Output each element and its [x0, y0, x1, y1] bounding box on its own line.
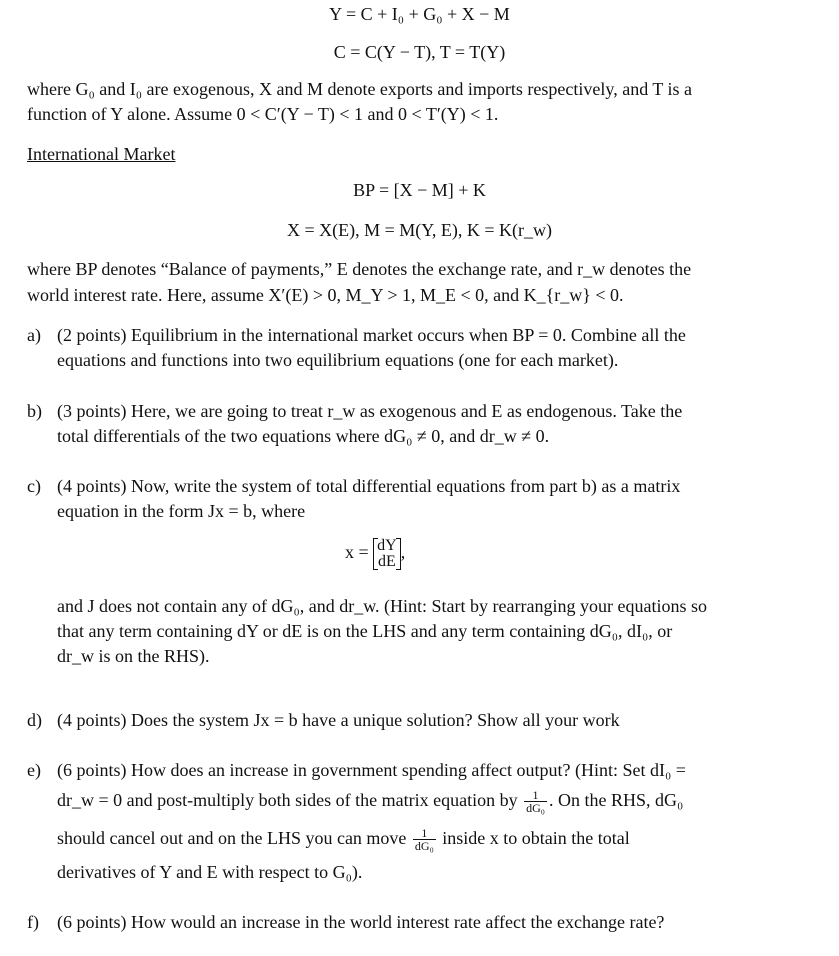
question-e-label: e)	[27, 760, 41, 780]
question-d-label: d)	[27, 710, 42, 730]
fraction-one-over-dG0-inline: $\frac{1}{\text{dG₀}}$	[414, 826, 434, 854]
goods-description-line-2: function of Y alone. Assume 0 < C′(Y − T) < 1 and 0 < T′(Y) < 1.	[27, 104, 499, 124]
question-c-line-5: dr_w is on the RHS).	[57, 646, 210, 666]
international-description-line-1: where BP denotes “Balance of payments,” E denotes the exchange rate, and r_w denotes the	[27, 259, 692, 279]
question-c-line-3: and J does not contain any of dG₀, and dr_w. (Hint: Start by rearranging your equations so	[57, 596, 707, 616]
question-e-line-2-end: . On the RHS, dG₀	[548, 790, 684, 810]
question-e-line-2	[57, 788, 683, 814]
international-description-line-2: world interest rate. Here, assume X′(E) > 0, M_Y > 1, M_E < 0, and K_{r_w} < 0.	[27, 285, 624, 305]
vector-x-top: dY	[377, 536, 397, 554]
question-b-line-1: (3 points) Here, we are going to treat r_w as exogenous and E as endogenous. Take the	[57, 401, 683, 421]
fraction-one-over-dG0: $\frac{1}{\text{dG₀}}$	[526, 788, 545, 816]
question-c-label: c)	[27, 476, 41, 496]
question-c-line-2: equation in the form Jx = b, where	[57, 501, 306, 521]
question-b-label: b)	[27, 401, 42, 421]
question-c-line-4: that any term containing dY or dE is on the LHS and any term containing dG₀, dI₀, or	[57, 621, 673, 641]
question-a-line-1: (2 points) Equilibrium in the international market occurs when BP = 0. Combine all the	[57, 325, 686, 345]
question-b-line-2: total differentials of the two equations where dG₀ ≠ 0, and dr_w ≠ 0.	[57, 426, 550, 446]
vector-x-bottom: dE	[378, 552, 396, 570]
vector-x-bracket	[373, 538, 401, 570]
international-equation-2: X = X(E), M = M(Y, E), K = K(r_w)	[286, 220, 553, 240]
question-c-line-1: (4 points) Now, write the system of total differential equations from part b) as a matrix	[57, 476, 681, 496]
question-f-line-1: (6 points) How would an increase in the world interest rate affect the exchange rate?	[57, 912, 665, 932]
vector-x-lhs: x =	[345, 542, 369, 562]
question-e-line-3	[57, 826, 630, 852]
vector-x-definition: x = dY dE ,	[345, 536, 406, 570]
question-e-line-4: derivatives of Y and E with respect to G₀).	[57, 862, 363, 882]
question-e-line-2-start: dr_w = 0 and post-multiply both sides of the matrix equation by	[57, 790, 518, 810]
question-e-line-1: (6 points) How does an increase in government spending affect output? (Hint: Set dI₀ =	[57, 760, 686, 780]
goods-equation-2: C = C(Y − T), T = T(Y)	[333, 42, 506, 62]
question-e-line-3-end: inside x to obtain the total	[442, 828, 630, 848]
goods-description-line-1: where G₀ and I₀ are exogenous, X and M denote exports and imports respectively, and T is a	[27, 79, 693, 99]
question-a-label: a)	[27, 325, 41, 345]
international-equation-1: BP = [X − M] + K	[353, 180, 486, 200]
goods-equation-1: Y = C + I₀ + G₀ + X − M	[329, 4, 510, 24]
international-market-heading: International Market	[27, 144, 176, 164]
question-d-line-1: (4 points) Does the system Jx = b have a unique solution? Show all your work	[57, 710, 620, 730]
question-f-label: f)	[27, 912, 39, 932]
question-a-line-2: equations and functions into two equilibrium equations (one for each market).	[57, 350, 619, 370]
question-e-line-3-start: should cancel out and on the LHS you can move	[57, 828, 407, 848]
